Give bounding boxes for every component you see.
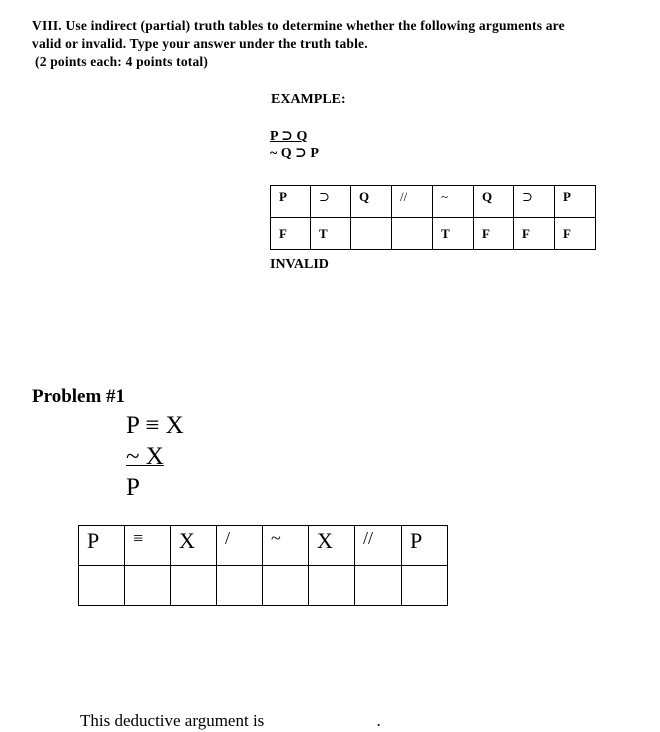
instructions-points: (2 points each: 4 points total) — [35, 54, 209, 69]
problem-answer-cell[interactable] — [79, 566, 125, 606]
problem-header-cell: / — [217, 526, 263, 566]
example-value-cell — [392, 218, 433, 250]
example-value-cell: T — [311, 218, 351, 250]
problem-header-row — [79, 526, 448, 566]
example-header-row — [271, 186, 596, 218]
instructions-line-1: VIII. Use indirect (partial) truth tables to determine whether the following arguments are — [32, 18, 565, 33]
problem-answer-row — [79, 566, 448, 606]
problem-title: Problem #1 — [32, 386, 126, 407]
example-value-cell: T — [433, 218, 474, 250]
problem-header-cell: P — [402, 526, 448, 566]
problem-header-cell: X — [309, 526, 355, 566]
problem-answer-cell[interactable] — [171, 566, 217, 606]
example-value-cell: F — [271, 218, 311, 250]
example-header-cell: Q — [474, 186, 514, 218]
answer-period: . — [376, 711, 381, 730]
problem-answer-cell[interactable] — [217, 566, 263, 606]
problem-answer-cell[interactable] — [355, 566, 402, 606]
problem-premise-1: P ≡ X — [126, 412, 184, 439]
example-truth-table — [270, 185, 596, 250]
problem-header-cell: // — [355, 526, 402, 566]
problem-argument — [126, 410, 184, 503]
problem-conclusion: P — [126, 474, 140, 501]
example-header-cell: P — [555, 186, 596, 218]
example-value-cell — [351, 218, 392, 250]
problem-premise-2: ~ X — [126, 443, 164, 470]
example-header-cell: Q — [351, 186, 392, 218]
answer-line — [80, 711, 381, 731]
problem-answer-cell[interactable] — [309, 566, 355, 606]
problem-answer-cell[interactable] — [125, 566, 171, 606]
example-header-cell: ⊃ — [514, 186, 555, 218]
example-value-cell: F — [514, 218, 555, 250]
example-result: INVALID — [270, 257, 329, 272]
example-header-cell: ⊃ — [311, 186, 351, 218]
instructions — [32, 17, 660, 71]
example-header-cell: ~ — [433, 186, 474, 218]
example-header-cell: // — [392, 186, 433, 218]
problem-header-cell: ~ — [263, 526, 309, 566]
example-premise: P ⊃ Q — [270, 129, 308, 144]
example-value-cell: F — [474, 218, 514, 250]
example-value-row — [271, 218, 596, 250]
example-label: EXAMPLE: — [271, 92, 346, 107]
instructions-line-2: valid or invalid. Type your answer under the truth table. — [32, 36, 368, 51]
problem-truth-table — [78, 525, 448, 606]
problem-answer-cell[interactable] — [263, 566, 309, 606]
problem-header-cell: X — [171, 526, 217, 566]
problem-answer-cell[interactable] — [402, 566, 448, 606]
problem-header-cell: P — [79, 526, 125, 566]
example-conclusion: ~ Q ⊃ P — [270, 146, 319, 161]
problem-header-cell: ≡ — [125, 526, 171, 566]
example-value-cell: F — [555, 218, 596, 250]
answer-line-text: This deductive argument is — [80, 711, 265, 730]
example-header-cell: P — [271, 186, 311, 218]
example-argument — [270, 128, 319, 162]
